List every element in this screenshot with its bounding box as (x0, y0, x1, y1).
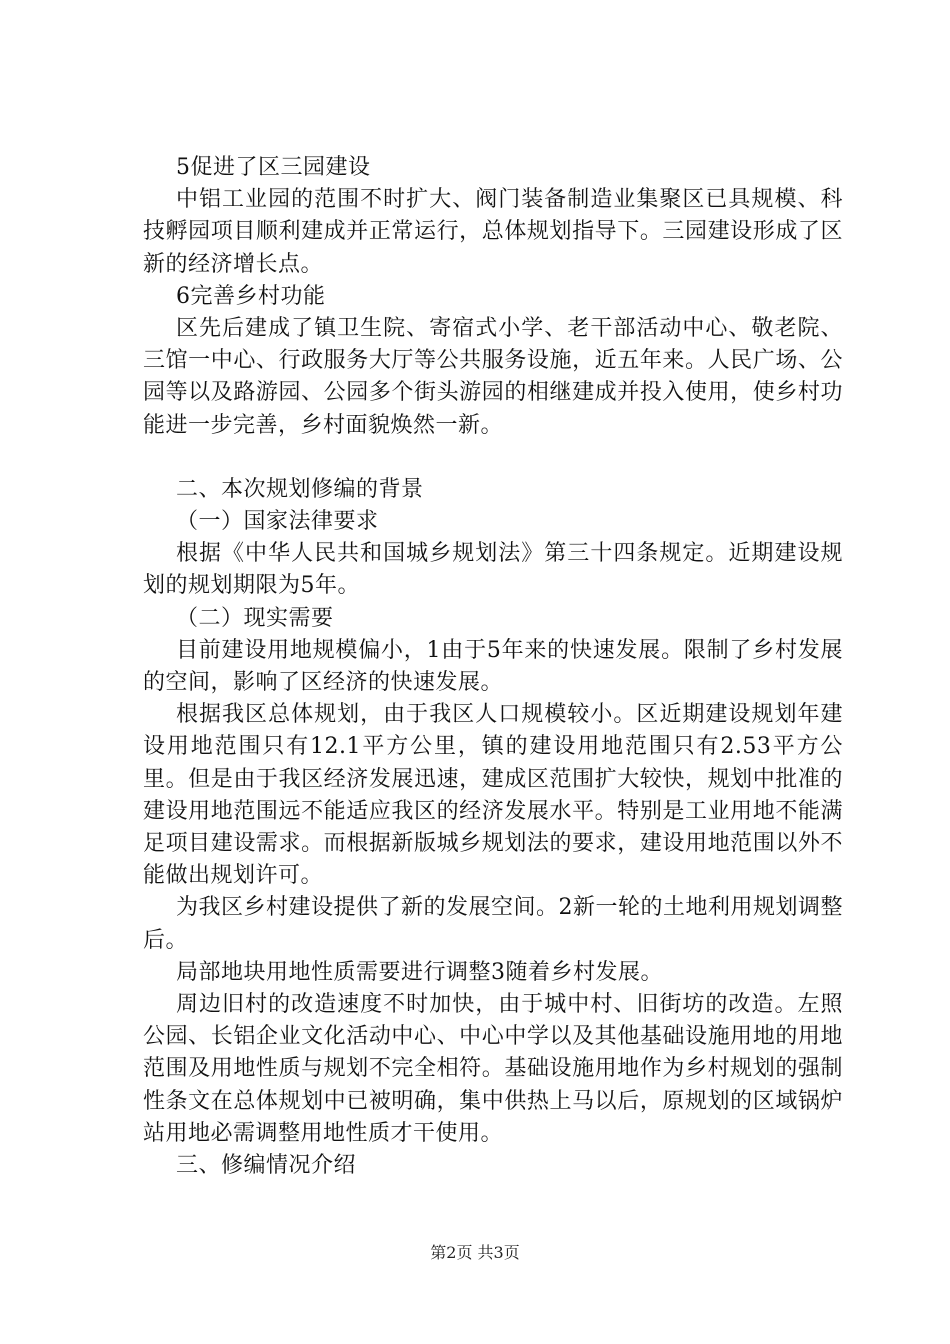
subheading-needs: （二）现实需要 (176, 605, 334, 631)
paragraph-land-use-adjust: 局部地块用地性质需要进行调整3随着乡村发展。 (176, 959, 663, 985)
subheading-legal: （一）国家法律要求 (176, 509, 379, 535)
page-number-footer: 第2页 共3页 (430, 1243, 520, 1262)
chapter-heading-3: 三、修编情况介绍 (176, 1153, 357, 1179)
paragraph-legal: 根据《中华人民共和国城乡规划法》第三十四条规定。近期建设规划的规划期限为5年。 (143, 541, 843, 599)
paragraph-village-function: 区先后建成了镇卫生院、寄宿式小学、老干部活动中心、敬老院、三馆一中心、行政服务大厅等公共服务设施，近五年来。人民广场、公园等以及路游园、公园多个街头游园的相继建成并投入使用，使乡村功能进一步完善，乡村面貌焕然一新。 (143, 316, 843, 438)
paragraph-village-renovation: 周边旧村的改造速度不时加快，由于城中村、旧街坊的改造。左照公园、长铝企业文化活动中心、中心中学以及其他基础设施用地的用地范围及用地性质与规划不完全相符。基础设施用地作为乡村规划的强制性条文在总体规划中已被明确，集中供热上马以后，原规划的区域锅炉站用地必需调整用地性质才干使用。 (143, 992, 843, 1146)
paragraph-gap (143, 442, 843, 474)
paragraph-new-space: 为我区乡村建设提供了新的发展空间。2新一轮的土地利用规划调整后。 (143, 895, 843, 953)
section-heading-6: 6完善乡村功能 (176, 283, 326, 309)
paragraph-master-plan: 根据我区总体规划，由于我区人口规模较小。区近期建设规划年建设用地范围只有12.1平方公里，镇的建设用地范围只有2.53平方公里。但是由于我区经济发展迅速，建成区范围扩大较快，规划中批准的建设用地范围远不能适应我区的经济发展水平。特别是工业用地不能满足项目建设需求。而根据新版城乡规划法的要求，建设用地范围以外不能做出规划许可。 (143, 702, 843, 889)
paragraph-three-parks: 中铝工业园的范围不时扩大、阀门装备制造业集聚区已具规模、科技孵园项目顺利建成并正常运行，总体规划指导下。三园建设形成了区新的经济增长点。 (143, 187, 843, 277)
section-heading-5: 5促进了区三园建设 (176, 155, 371, 180)
document-body (143, 152, 843, 1182)
paragraph-land-scale: 目前建设用地规模偏小，1由于5年来的快速发展。限制了乡村发展的空间，影响了区经济的快速发展。 (143, 637, 843, 696)
chapter-heading-2: 二、本次规划修编的背景 (176, 476, 424, 502)
